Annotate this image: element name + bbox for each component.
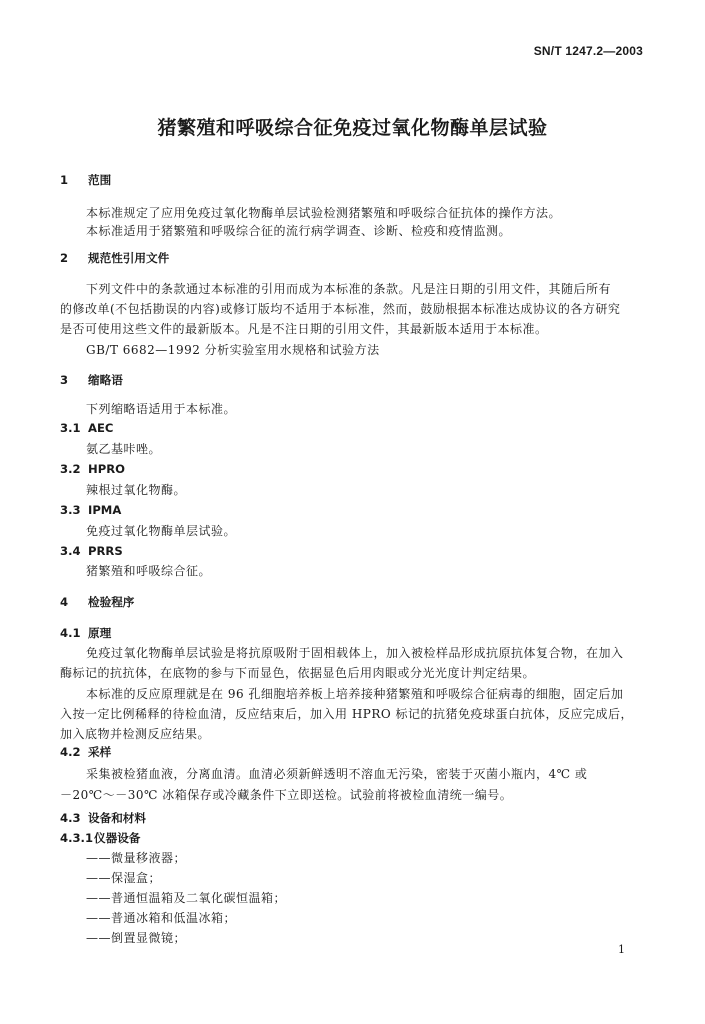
abbr-term: HPRO (88, 462, 125, 476)
section-number: 3 (60, 373, 69, 387)
standard-code: SN/T 1247.2—2003 (533, 44, 643, 58)
item-number: 3.3 (60, 503, 81, 517)
paragraph-line: 加入底物并检测反应结果。 (60, 727, 211, 741)
paragraph-line: 是否可使用这些文件的最新版本。凡是不注日期的引用文件，其最新版本适用于本标准。 (60, 322, 548, 336)
section-number: 4 (60, 595, 69, 609)
abbr-term: PRRS (88, 544, 123, 558)
abbr-item-heading (60, 543, 123, 559)
abbr-definition: 免疫过氧化物酶单层试验。 (86, 524, 237, 538)
abbr-definition: 辣根过氧化物酶。 (86, 483, 187, 497)
document-title: 猪繁殖和呼吸综合征免疫过氧化物酶单层试验 (157, 117, 548, 139)
section-number: 2 (60, 251, 69, 265)
subsection-title: 设备和材料 (88, 811, 146, 825)
section-2-heading (60, 250, 169, 266)
paragraph-line: －20℃～－30℃ 冰箱保存或冷藏条件下立即送检。试验前将被检血清统一编号。 (60, 788, 513, 802)
list-item: ——普通恒温箱及二氧化碳恒温箱； (86, 891, 287, 905)
list-item: ——倒置显微镜； (86, 931, 187, 945)
subsection-4-3-1-heading (60, 830, 140, 846)
subsection-title: 采样 (88, 745, 112, 759)
abbr-item-heading (60, 461, 125, 477)
list-item: ——保湿盒； (86, 871, 162, 885)
abbr-term: IPMA (88, 503, 122, 517)
paragraph-line: 入按一定比例稀释的待检血清，反应结束后，加入用 HPRO 标记的抗猪免疫球蛋白抗体，反应完成后， (60, 707, 634, 721)
abbr-item-heading (60, 420, 113, 436)
section-title: 范围 (88, 173, 112, 187)
item-number: 3.4 (60, 544, 81, 558)
paragraph-line: 免疫过氧化物酶单层试验是将抗原吸附于固相载体上，加入被检样品形成抗原抗体复合物，在加入 (86, 646, 624, 660)
subsection-4-1-heading (60, 625, 111, 641)
section-title: 检验程序 (88, 595, 135, 609)
paragraph: 本标准适用于猪繁殖和呼吸综合征的流行病学调查、诊断、检疫和疫情监测。 (86, 224, 512, 238)
list-item: ——微量移液器； (86, 851, 187, 865)
section-number: 1 (60, 173, 69, 187)
subsection-4-3-heading (60, 810, 146, 826)
paragraph-line: 的修改单(不包括勘误的内容)或修订版均不适用于本标准，然而，鼓励根据本标准达成协议的各方研究 (60, 302, 621, 316)
subsection-title: 原理 (88, 626, 112, 640)
abbr-item-heading (60, 502, 121, 518)
page-number: 1 (618, 943, 625, 956)
list-item: ——普通冰箱和低温冰箱； (86, 911, 237, 925)
paragraph-line: 下列文件中的条款通过本标准的引用而成为本标准的条款。凡是注日期的引用文件，其随后所有 (86, 282, 612, 296)
section-4-heading (60, 594, 134, 610)
section-title: 缩略语 (88, 373, 123, 387)
abbr-term: AEC (88, 421, 114, 435)
paragraph-line: 酶标记的抗抗体，在底物的参与下而显色，依据显色后用肉眼或分光光度计判定结果。 (60, 666, 536, 680)
paragraph-line: 采集被检猪血液，分离血清。血清必须新鲜透明不溶血无污染，密装于灭菌小瓶内，4℃ 或 (86, 767, 588, 781)
section-title: 规范性引用文件 (88, 251, 170, 265)
paragraph: 本标准规定了应用免疫过氧化物酶单层试验检测猪繁殖和呼吸综合征抗体的操作方法。 (86, 206, 562, 220)
item-number: 3.2 (60, 462, 81, 476)
section-3-heading (60, 372, 123, 388)
subsection-number: 4.3.1 (60, 831, 94, 845)
section-1-heading (60, 172, 111, 188)
paragraph-line: 本标准的反应原理就是在 96 孔细胞培养板上培养接种猪繁殖和呼吸综合征病毒的细胞，固定后加 (86, 687, 624, 701)
abbr-definition: 猪繁殖和呼吸综合征。 (86, 564, 212, 578)
subsection-4-2-heading (60, 744, 111, 760)
paragraph: GB/T 6682—1992 分析实验室用水规格和试验方法 (86, 343, 380, 357)
subsection-number: 4.3 (60, 811, 81, 825)
paragraph: 下列缩略语适用于本标准。 (86, 402, 237, 416)
subsection-title: 仪器设备 (94, 831, 141, 845)
subsection-number: 4.1 (60, 626, 81, 640)
item-number: 3.1 (60, 421, 81, 435)
subsection-number: 4.2 (60, 745, 81, 759)
abbr-definition: 氨乙基咔唑。 (86, 442, 162, 456)
